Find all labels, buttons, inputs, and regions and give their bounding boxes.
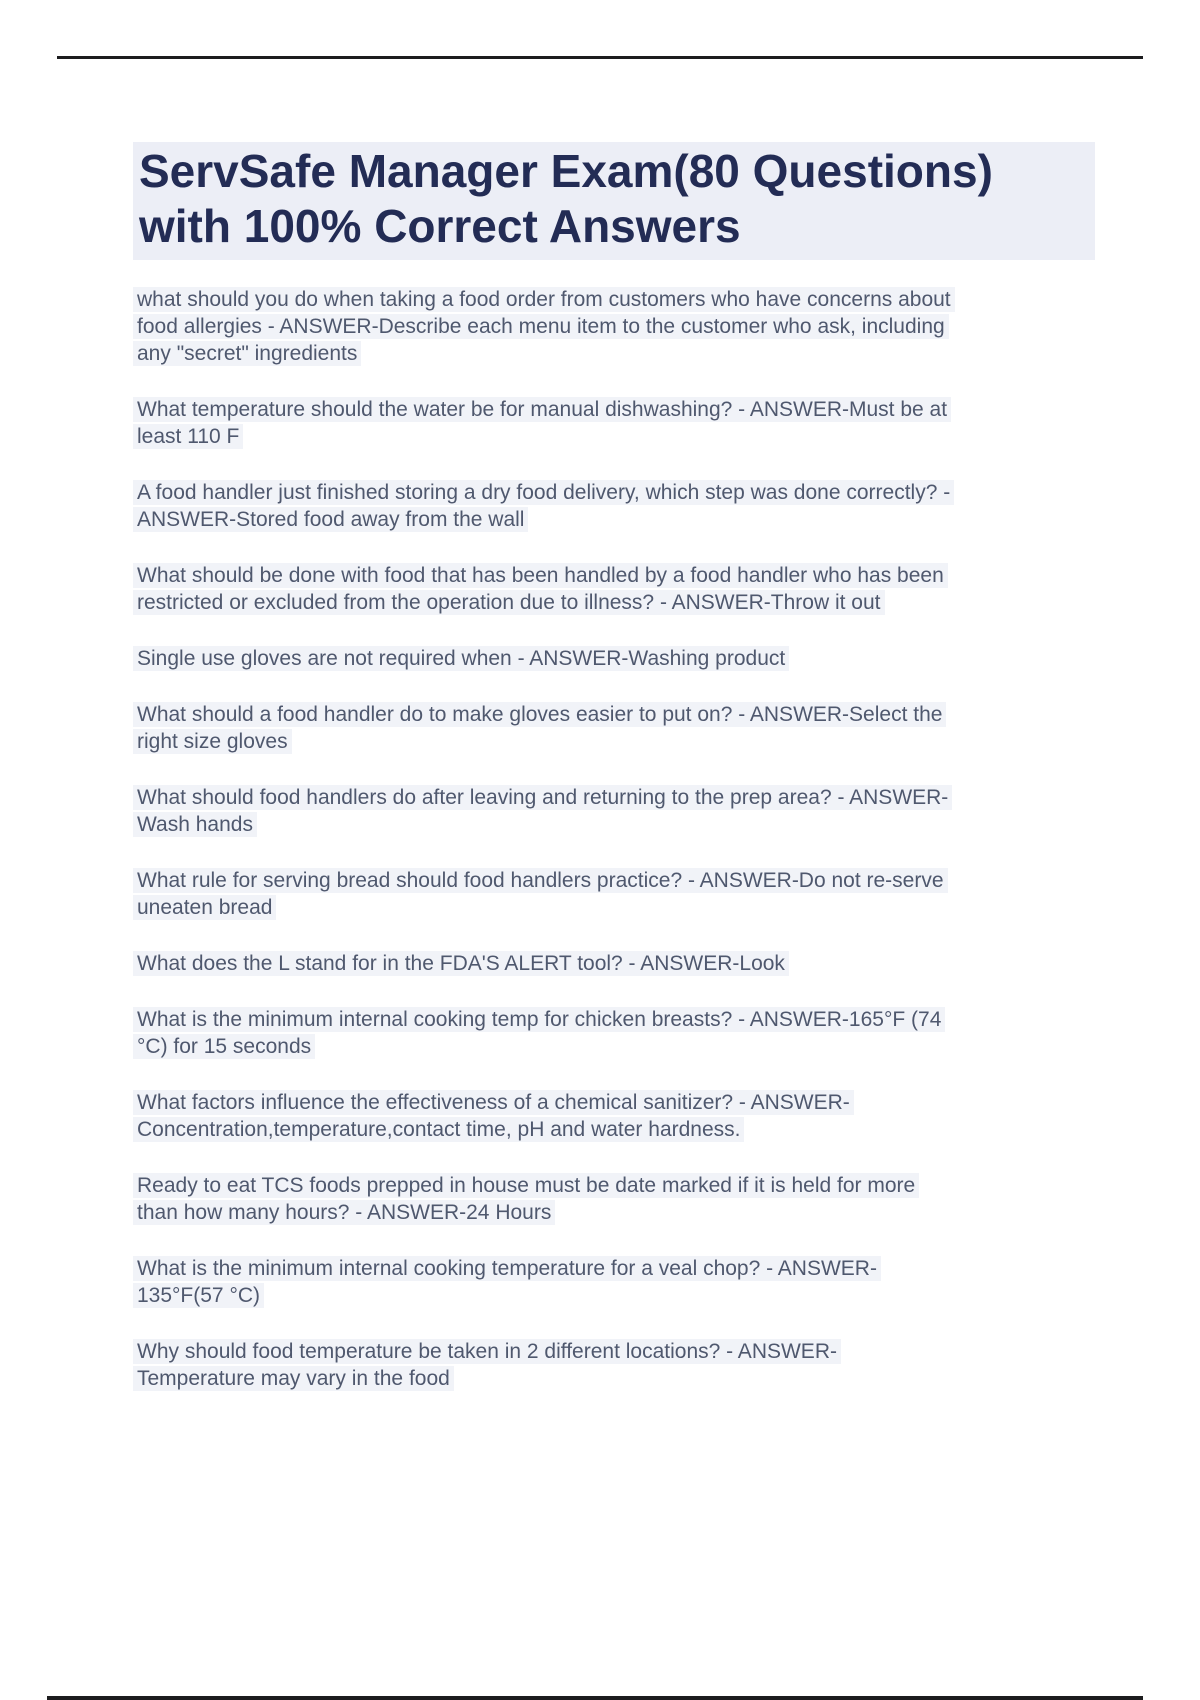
qa-line: right size gloves	[133, 729, 292, 754]
qa-line: Wash hands	[133, 812, 257, 837]
qa-line: 135°F(57 °C)	[133, 1283, 264, 1308]
qa-paragraph	[133, 1006, 1095, 1060]
document-content	[133, 142, 1095, 1392]
qa-line: °C) for 15 seconds	[133, 1034, 315, 1059]
qa-line: What should a food handler do to make gloves easier to put on? - ANSWER-Select the	[133, 702, 946, 727]
qa-paragraph	[133, 286, 1095, 367]
qa-paragraph	[133, 1255, 1095, 1309]
qa-paragraph	[133, 1172, 1095, 1226]
qa-line: food allergies - ANSWER-Describe each menu item to the customer who ask, including	[133, 314, 949, 339]
qa-line: What does the L stand for in the FDA'S ALERT tool? - ANSWER-Look	[133, 951, 789, 976]
document-title	[133, 142, 1095, 260]
qa-line: ANSWER-Stored food away from the wall	[133, 507, 528, 532]
qa-line: any "secret" ingredients	[133, 341, 361, 366]
qa-line: Temperature may vary in the food	[133, 1366, 454, 1391]
qa-paragraph	[133, 784, 1095, 838]
qa-paragraph	[133, 396, 1095, 450]
document-title-line: ServSafe Manager Exam(80 Questions)	[139, 145, 993, 197]
qa-line: What should food handlers do after leaving and returning to the prep area? - ANSWER-	[133, 785, 952, 810]
qa-line: What is the minimum internal cooking temp for chicken breasts? - ANSWER-165°F (74	[133, 1007, 945, 1032]
top-divider	[57, 56, 1143, 59]
qa-paragraph	[133, 701, 1095, 755]
qa-line: Concentration,temperature,contact time, pH and water hardness.	[133, 1117, 744, 1142]
document-title-line: with 100% Correct Answers	[139, 200, 741, 252]
qa-line: What should be done with food that has been handled by a food handler who has been	[133, 563, 948, 588]
qa-line: Ready to eat TCS foods prepped in house must be date marked if it is held for more	[133, 1173, 919, 1198]
qa-line: what should you do when taking a food order from customers who have concerns about	[133, 287, 955, 312]
qa-paragraph	[133, 645, 1095, 672]
qa-paragraph	[133, 950, 1095, 977]
qa-line: Single use gloves are not required when - ANSWER-Washing product	[133, 646, 789, 671]
qa-paragraph	[133, 867, 1095, 921]
qa-paragraph	[133, 1089, 1095, 1143]
qa-paragraph	[133, 479, 1095, 533]
qa-line: What temperature should the water be for manual dishwashing? - ANSWER-Must be at	[133, 397, 951, 422]
qa-line: uneaten bread	[133, 895, 276, 920]
qa-line: A food handler just finished storing a dry food delivery, which step was done correctly? -	[133, 480, 954, 505]
qa-line: Why should food temperature be taken in 2 different locations? - ANSWER-	[133, 1339, 841, 1364]
qa-paragraph	[133, 562, 1095, 616]
qa-list	[133, 286, 1095, 1392]
qa-line: What factors influence the effectiveness of a chemical sanitizer? - ANSWER-	[133, 1090, 854, 1115]
qa-line: restricted or excluded from the operation due to illness? - ANSWER-Throw it out	[133, 590, 885, 615]
bottom-divider	[47, 1696, 1143, 1700]
qa-line: than how many hours? - ANSWER-24 Hours	[133, 1200, 555, 1225]
qa-paragraph	[133, 1338, 1095, 1392]
qa-line: What rule for serving bread should food handlers practice? - ANSWER-Do not re-serve	[133, 868, 948, 893]
qa-line: What is the minimum internal cooking temperature for a veal chop? - ANSWER-	[133, 1256, 881, 1281]
qa-line: least 110 F	[133, 424, 243, 449]
